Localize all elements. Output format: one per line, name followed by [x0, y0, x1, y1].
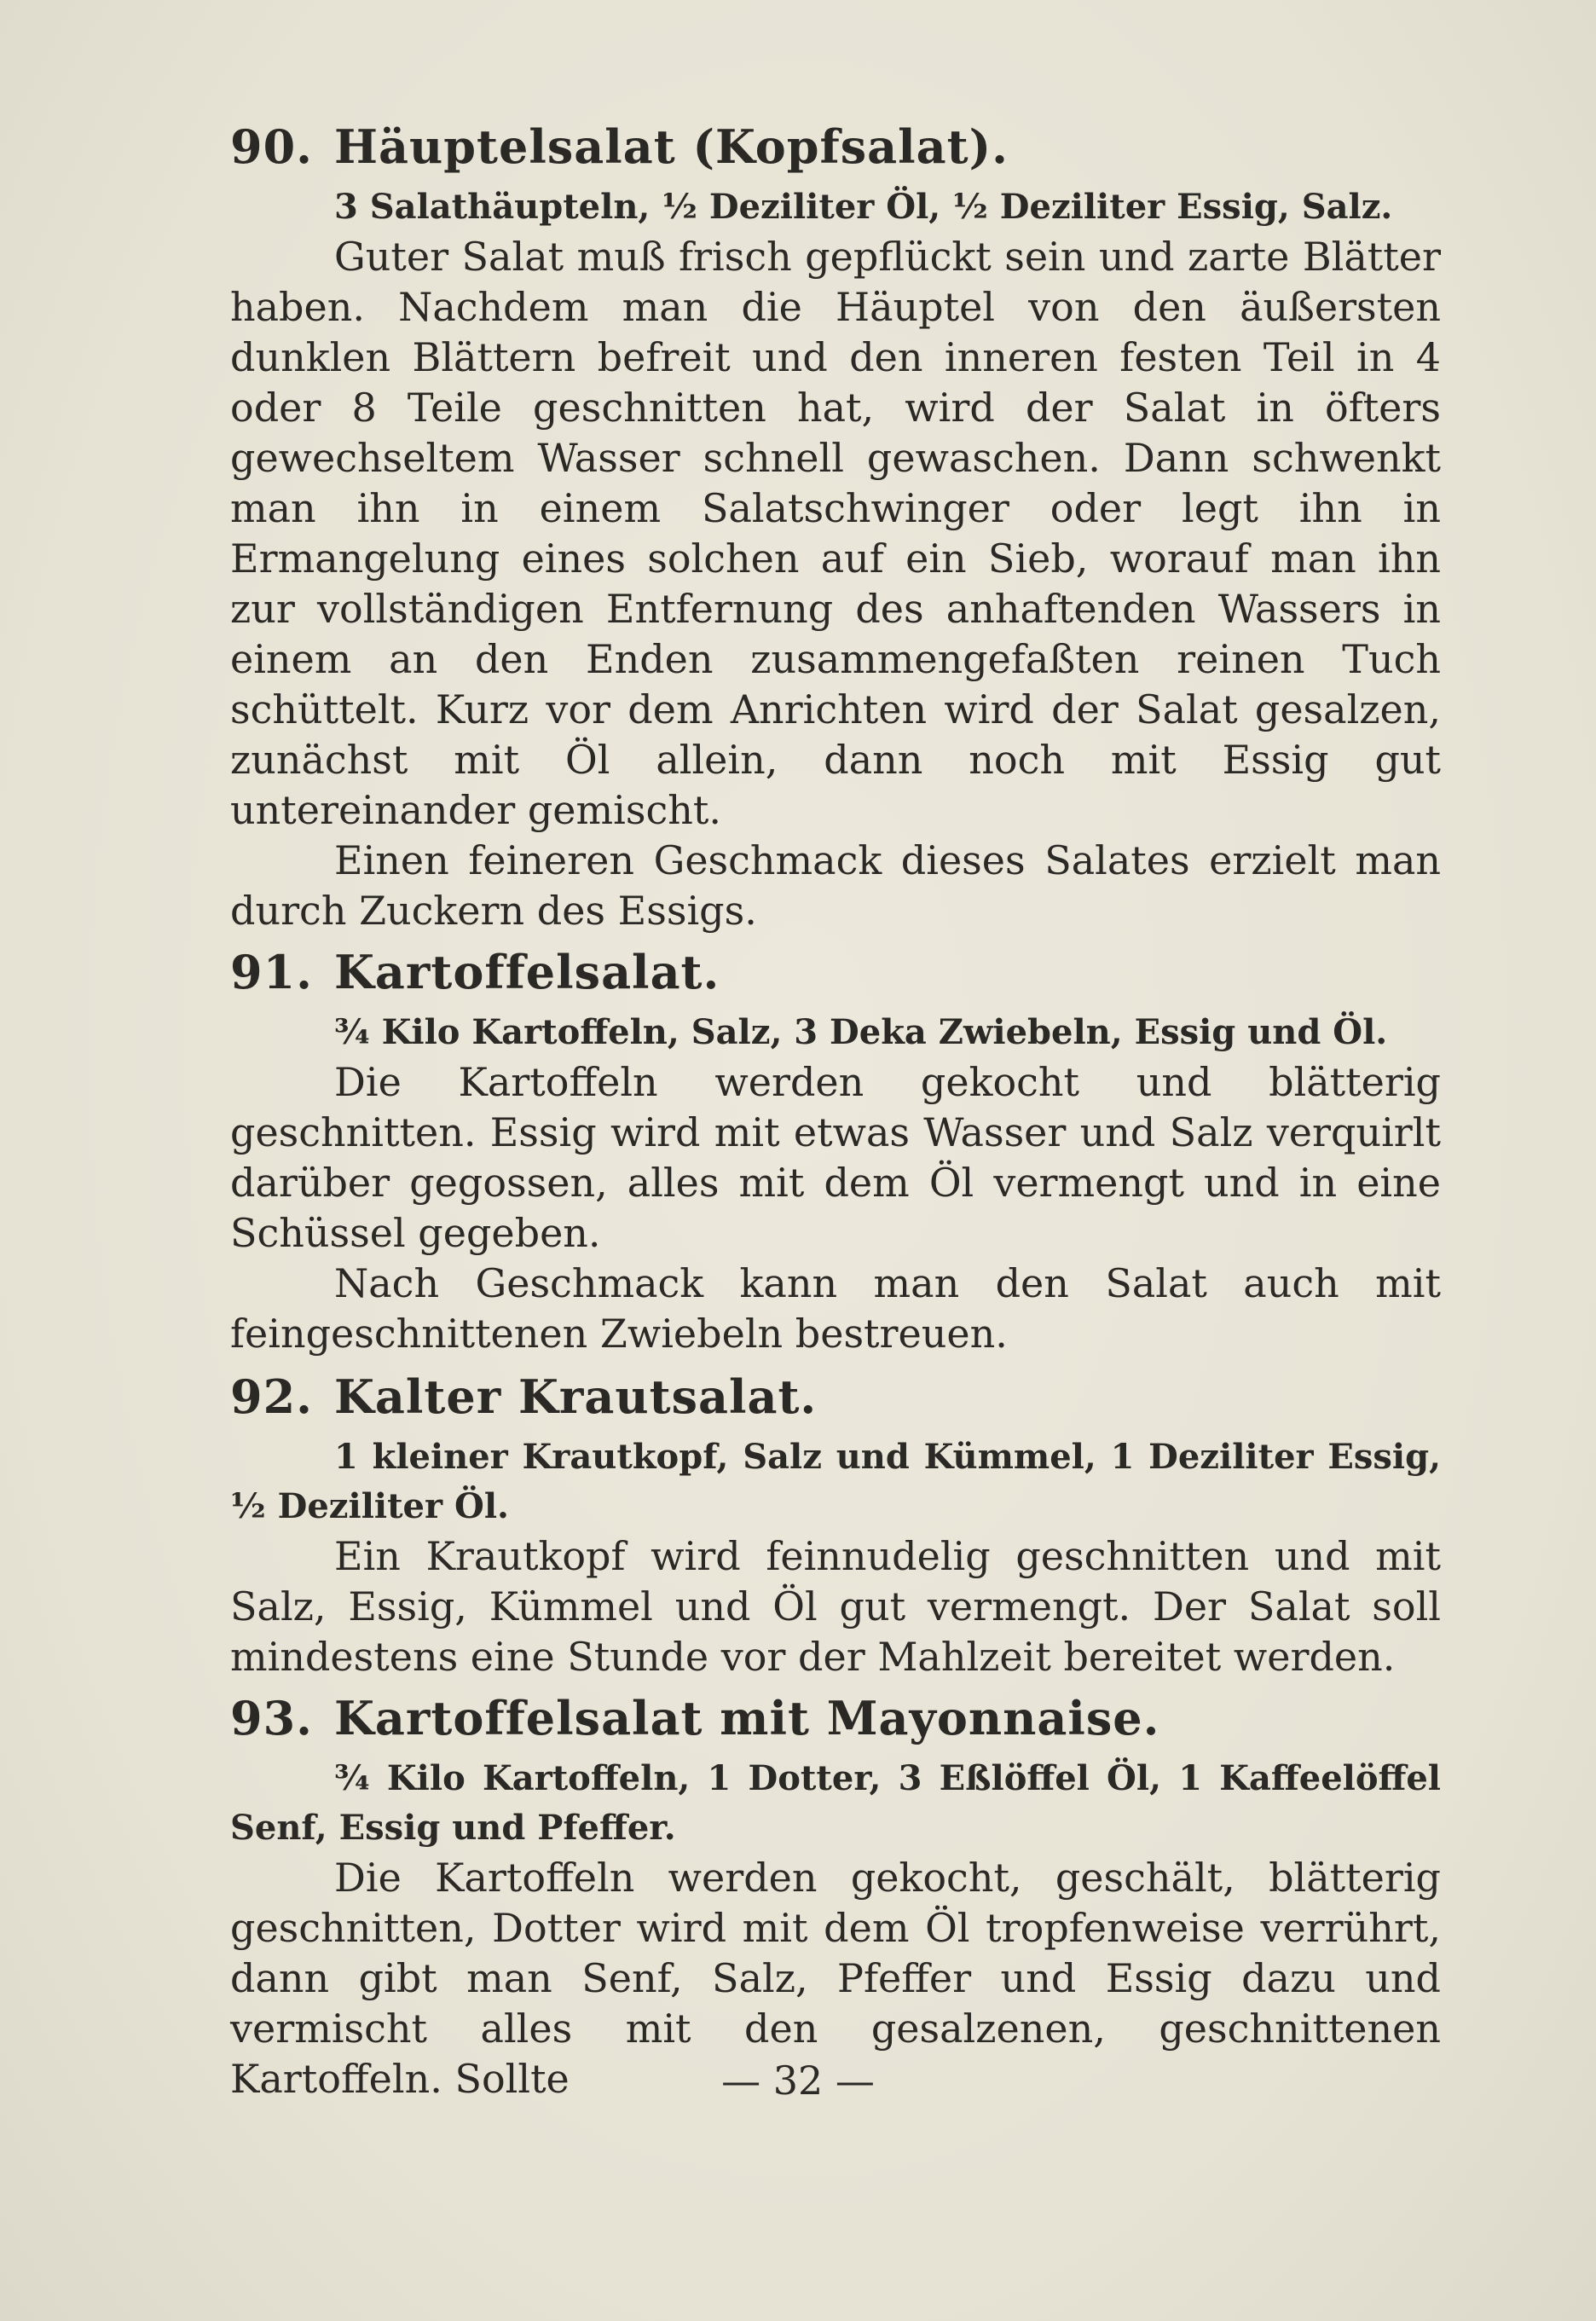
- recipe-title: [230, 111, 1441, 182]
- instruction-paragraph: Einen feineren Geschmack dieses Salates erzielt man durch Zuckern des Essigs.: [230, 837, 1441, 934]
- recipe-number: 92.: [230, 1369, 313, 1424]
- recipe-title-text: Kartoffelsalat.: [334, 945, 720, 999]
- recipe-title: [230, 1682, 1441, 1754]
- ingredients-list: 1 kleiner Krautkopf, Salz und Kümmel, 1 Deziliter Essig, ½ Deziliter Öl.: [230, 1437, 1441, 1526]
- recipe-number: 91.: [230, 945, 313, 999]
- recipe-title-text: Kalter Krautsalat.: [334, 1369, 818, 1424]
- recipe-title: [230, 936, 1441, 1008]
- ingredients-list: 3 Salathäupteln, ½ Deziliter Öl, ½ Deziliter Essig, Salz.: [334, 187, 1393, 227]
- page-content: [230, 111, 1441, 2104]
- recipe-title: [230, 1361, 1441, 1433]
- recipe-90: [230, 111, 1441, 936]
- instruction-paragraph: Nach Geschmack kann man den Salat auch mit feingeschnittenen Zwiebeln bestreuen.: [230, 1260, 1441, 1357]
- instruction-paragraph: Ein Krautkopf wird feinnudelig geschnitten und mit Salz, Essig, Kümmel und Öl gut vermengt. Der Salat soll mindestens eine Stunde vor der Mahlzeit bereitet werden.: [230, 1533, 1441, 1680]
- instruction-paragraph: Die Kartoffeln werden gekocht und blätterig geschnitten. Essig wird mit etwas Wasser und Salz verquirlt darüber gegossen, alles mit dem Öl vermengt und in eine Schüssel gegeben.: [230, 1059, 1441, 1256]
- instruction-paragraph: Guter Salat muß frisch gepflückt sein und zarte Blätter haben. Nachdem man die Häuptel von den äußersten dunklen Blättern befreit und den inneren festen Teil in 4 oder 8 Teile geschnitten hat, wird der Salat in öfters gewechseltem Wasser schnell gewaschen. Dann schwenkt man ihn in einem Salatschwinger oder legt ihn in Ermangelung eines solchen auf ein Sieb, worauf man ihn zur vollständigen Entfernung des anhaftenden Wassers in einem an den Enden zusammengefaßten reinen Tuch schüttelt. Kurz vor dem Anrichten wird der Salat gesalzen, zunächst mit Öl allein, dann noch mit Essig gut untereinander gemischt.: [230, 234, 1441, 833]
- recipe-number: 93.: [230, 1691, 313, 1745]
- instruction-paragraph: Die Kartoffeln werden gekocht, geschält, blätterig geschnitten, Dotter wird mit dem Öl tropfenweise verrührt, dann gibt man Senf, Salz, Pfeffer und Essig dazu und vermischt alles mit den gesalzenen, geschnittenen Kartoffeln. Sollte: [230, 1855, 1441, 2102]
- recipe-92: [230, 1361, 1441, 1682]
- recipe-number: 90.: [230, 119, 313, 174]
- ingredients-list: ¾ Kilo Kartoffeln, Salz, 3 Deka Zwiebeln, Essig und Öl.: [334, 1012, 1388, 1052]
- ingredients-list: ¾ Kilo Kartoffeln, 1 Dotter, 3 Eßlöffel Öl, 1 Kaffeelöffel Senf, Essig und Pfeffer.: [230, 1758, 1441, 1848]
- recipe-title-text: Häuptelsalat (Kopfsalat).: [334, 119, 1009, 174]
- recipe-93: [230, 1682, 1441, 2104]
- page-number: — 32 —: [721, 2058, 875, 2104]
- recipe-91: [230, 936, 1441, 1359]
- recipe-title-text: Kartoffelsalat mit Mayonnaise.: [334, 1691, 1160, 1745]
